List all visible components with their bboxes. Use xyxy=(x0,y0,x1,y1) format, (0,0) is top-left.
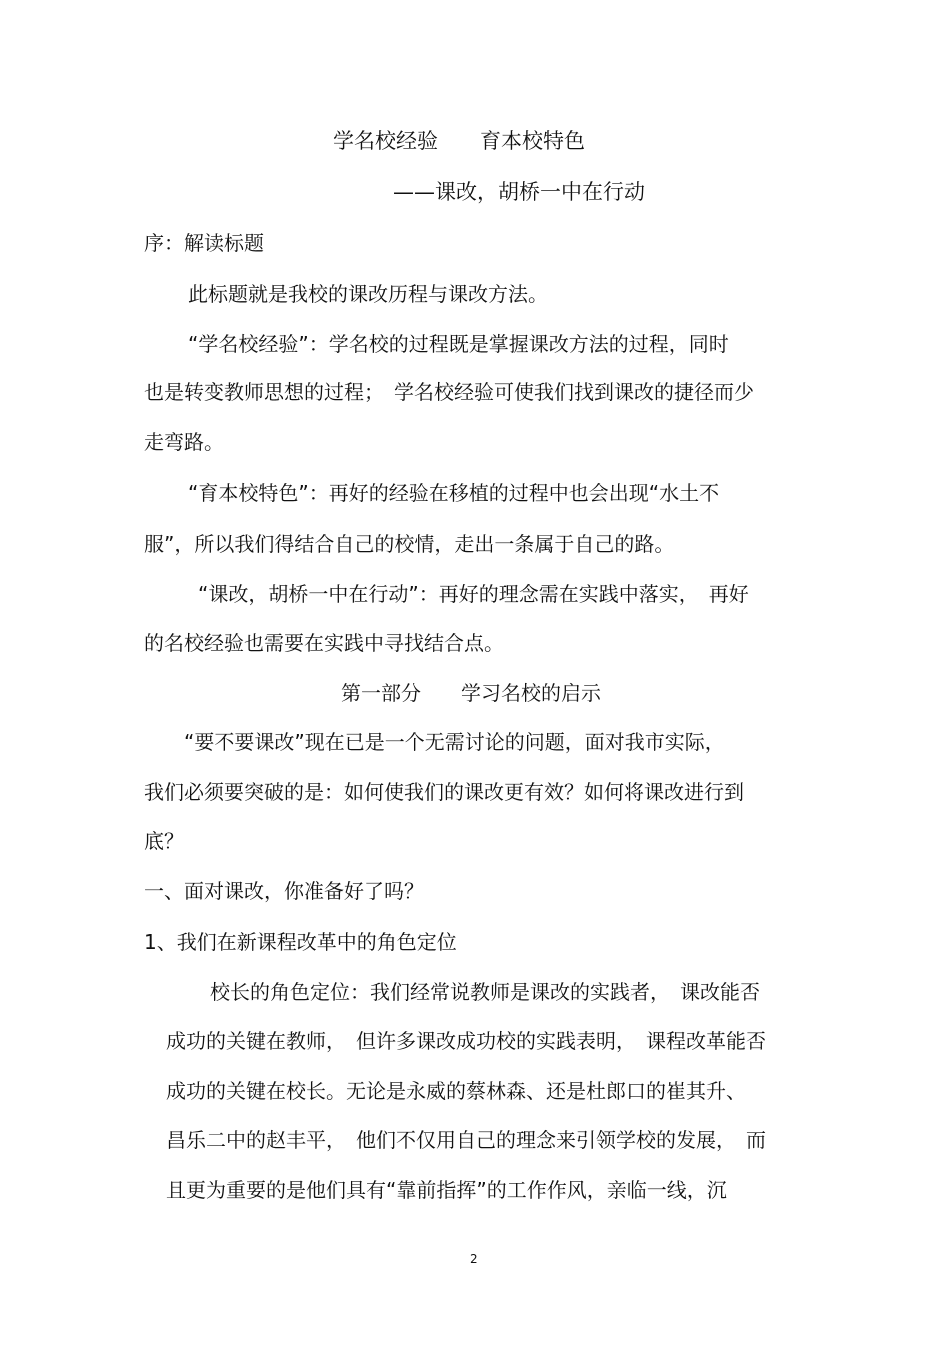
paragraph-line: 昌乐二中的赵丰平， 他们不仅用自己的理念来引领学校的发展， 而 xyxy=(166,1128,766,1152)
section-heading: 一、面对课改，你准备好了吗？ xyxy=(144,879,424,903)
paragraph-line: 此标题就是我校的课改历程与课改方法。 xyxy=(188,282,548,306)
paragraph-line: 且更为重要的是他们具有“靠前指挥”的工作作风，亲临一线，沉 xyxy=(166,1178,727,1202)
paragraph-line: 的名校经验也需要在实践中寻找结合点。 xyxy=(144,631,504,655)
subsection-heading: 1、我们在新课程改革中的角色定位 xyxy=(144,930,457,954)
paragraph-line: “学名校经验”：学名校的过程既是掌握课改方法的过程，同时 xyxy=(188,332,729,356)
paragraph-line: 服”，所以我们得结合自己的校情，走出一条属于自己的路。 xyxy=(144,532,675,556)
page-number: 2 xyxy=(470,1252,478,1266)
paragraph-line: 校长的角色定位：我们经常说教师是课改的实践者， 课改能否 xyxy=(210,980,760,1004)
document-title: 学名校经验 育本校特色 xyxy=(333,129,585,153)
paragraph-line: 也是转变教师思想的过程； 学名校经验可使我们找到课改的捷径而少 xyxy=(144,380,754,404)
part-heading: 第一部分 学习名校的启示 xyxy=(341,681,601,705)
preface-heading: 序：解读标题 xyxy=(144,231,264,255)
paragraph-line: “育本校特色”：再好的经验在移植的过程中也会出现“水土不 xyxy=(188,481,720,505)
paragraph-line: 成功的关键在校长。无论是永威的蔡林森、还是杜郎口的崔其升、 xyxy=(166,1079,746,1103)
paragraph-line: 走弯路。 xyxy=(144,430,224,454)
paragraph-line: 成功的关键在教师， 但许多课改成功校的实践表明， 课程改革能否 xyxy=(166,1029,766,1053)
paragraph-line: 我们必须要突破的是：如何使我们的课改更有效？如何将课改进行到 xyxy=(144,780,744,804)
paragraph-line: 底？ xyxy=(144,829,184,853)
document-subtitle: ——课改，胡桥一中在行动 xyxy=(393,180,645,204)
paragraph-line: “要不要课改”现在已是一个无需讨论的问题，面对我市实际， xyxy=(184,730,725,754)
paragraph-line: “课改，胡桥一中在行动”：再好的理念需在实践中落实， 再好 xyxy=(198,582,749,606)
